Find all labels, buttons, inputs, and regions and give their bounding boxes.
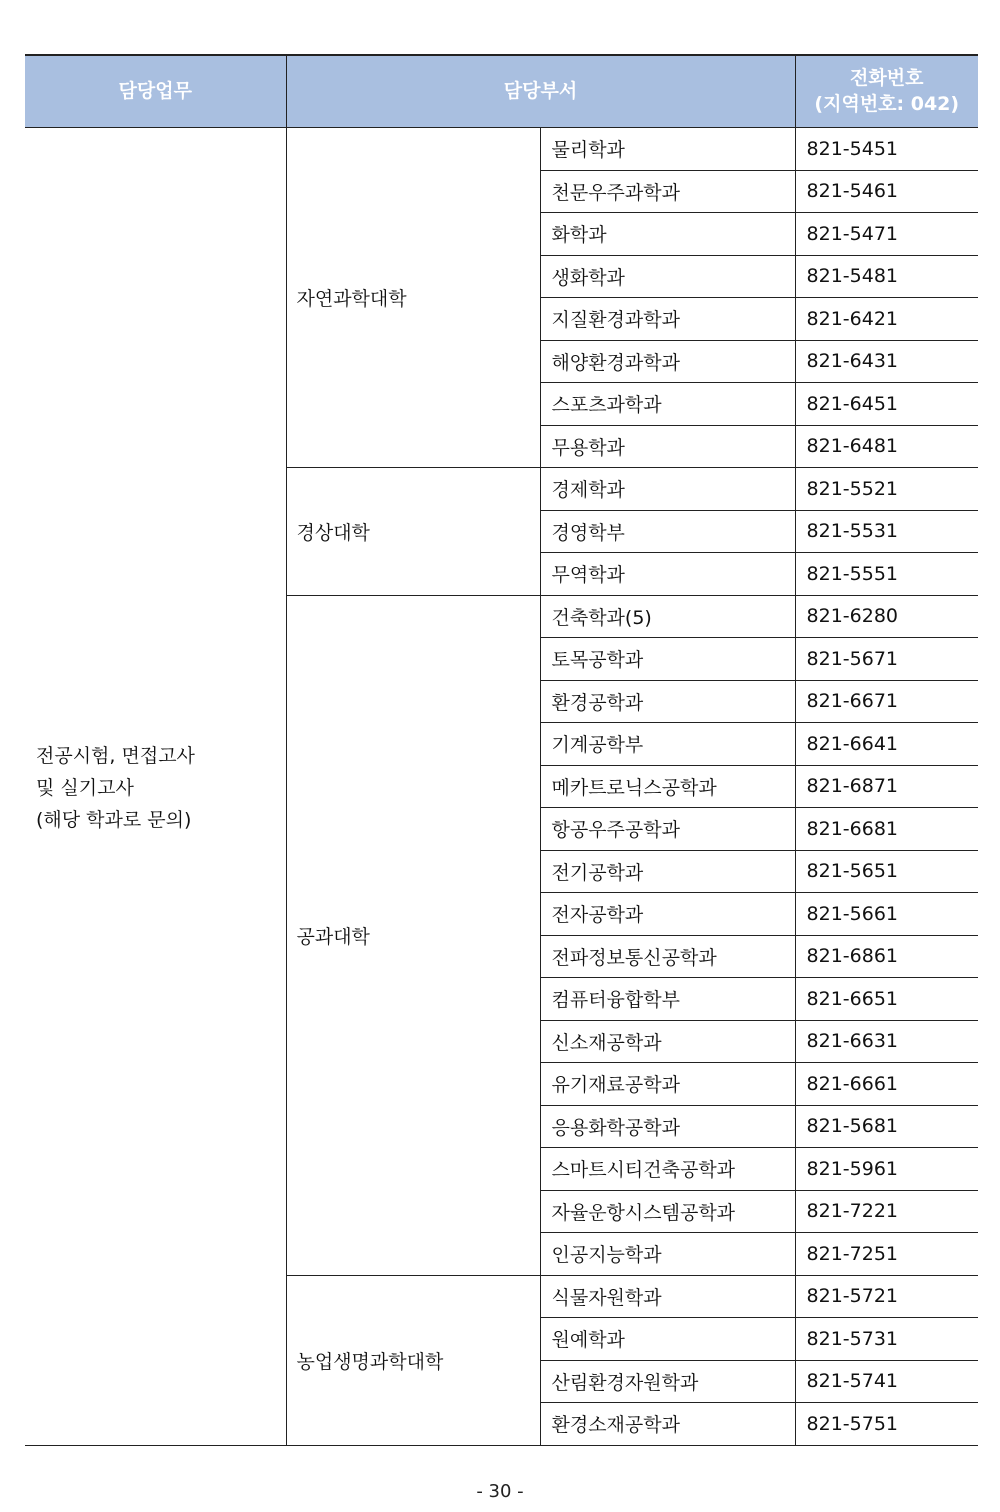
department-cell: 전자공학과 [540,893,795,936]
department-cell: 원예학과 [540,1318,795,1361]
department-cell: 전기공학과 [540,850,795,893]
department-cell: 경제학과 [540,468,795,511]
phone-cell: 821-5961 [795,1148,978,1191]
phone-cell: 821-6481 [795,425,978,468]
phone-cell: 821-6641 [795,723,978,766]
header-department: 담당부서 [286,55,795,128]
department-cell: 물리학과 [540,128,795,171]
table-body [25,128,978,1446]
department-cell: 스마트시티건축공학과 [540,1148,795,1191]
department-cell: 무역학과 [540,553,795,596]
department-cell: 화학과 [540,213,795,256]
contact-table [25,54,978,1446]
department-cell: 환경소재공학과 [540,1403,795,1446]
phone-cell: 821-7221 [795,1190,978,1233]
department-cell: 응용화학공학과 [540,1105,795,1148]
phone-cell: 821-5551 [795,553,978,596]
phone-cell: 821-6671 [795,680,978,723]
phone-cell: 821-5661 [795,893,978,936]
header-phone-line1: 전화번호 [850,66,924,89]
phone-cell: 821-5681 [795,1105,978,1148]
department-cell: 인공지능학과 [540,1233,795,1276]
header-phone [795,55,978,128]
phone-cell: 821-6451 [795,383,978,426]
college-cell: 자연과학대학 [286,128,540,468]
phone-cell: 821-6871 [795,765,978,808]
department-cell: 전파정보통신공학과 [540,935,795,978]
duty-line3: (해당 학과로 문의) [36,809,192,832]
page-number: - 30 - [476,1481,524,1502]
department-cell: 건축학과(5) [540,595,795,638]
table-row [25,128,978,171]
department-cell: 천문우주과학과 [540,170,795,213]
phone-cell: 821-6661 [795,1063,978,1106]
department-cell: 생화학과 [540,255,795,298]
phone-cell: 821-6431 [795,340,978,383]
phone-cell: 821-6421 [795,298,978,341]
phone-cell: 821-6651 [795,978,978,1021]
phone-cell: 821-5481 [795,255,978,298]
phone-cell: 821-5751 [795,1403,978,1446]
department-cell: 해양환경과학과 [540,340,795,383]
department-cell: 산림환경자원학과 [540,1360,795,1403]
phone-cell: 821-5731 [795,1318,978,1361]
header-phone-line2: (지역번호: 042) [814,92,960,115]
college-cell: 농업생명과학대학 [286,1275,540,1445]
duty-cell [25,128,286,1446]
college-cell: 공과대학 [286,595,540,1275]
college-cell: 경상대학 [286,468,540,596]
phone-cell: 821-7251 [795,1233,978,1276]
phone-cell: 821-6280 [795,595,978,638]
department-cell: 신소재공학과 [540,1020,795,1063]
phone-cell: 821-5671 [795,638,978,681]
department-cell: 무용학과 [540,425,795,468]
phone-cell: 821-5461 [795,170,978,213]
phone-cell: 821-5451 [795,128,978,171]
phone-cell: 821-5531 [795,510,978,553]
duty-line1: 전공시험, 면접고사 [36,745,195,768]
department-cell: 유기재료공학과 [540,1063,795,1106]
department-cell: 환경공학과 [540,680,795,723]
department-cell: 지질환경과학과 [540,298,795,341]
phone-cell: 821-6681 [795,808,978,851]
department-cell: 식물자원학과 [540,1275,795,1318]
department-cell: 자율운항시스템공학과 [540,1190,795,1233]
department-cell: 기계공학부 [540,723,795,766]
department-cell: 스포츠과학과 [540,383,795,426]
phone-cell: 821-5741 [795,1360,978,1403]
department-cell: 컴퓨터융합학부 [540,978,795,1021]
duty-line2: 및 실기고사 [36,777,134,800]
phone-cell: 821-5721 [795,1275,978,1318]
phone-cell: 821-6631 [795,1020,978,1063]
phone-cell: 821-5471 [795,213,978,256]
department-cell: 토목공학과 [540,638,795,681]
phone-cell: 821-5651 [795,850,978,893]
department-cell: 항공우주공학과 [540,808,795,851]
phone-cell: 821-6861 [795,935,978,978]
department-cell: 경영학부 [540,510,795,553]
header-row [25,55,978,128]
department-cell: 메카트로닉스공학과 [540,765,795,808]
phone-cell: 821-5521 [795,468,978,511]
header-duty: 담당업무 [25,55,286,128]
